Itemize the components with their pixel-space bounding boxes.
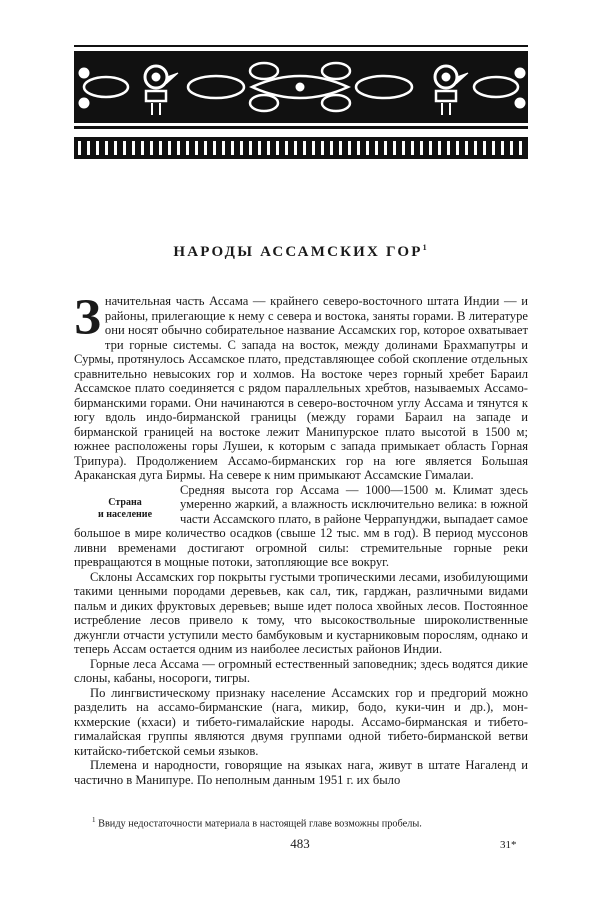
comb-tooth: [132, 141, 135, 155]
page-number: 483: [290, 836, 310, 851]
comb-tooth: [213, 141, 216, 155]
comb-tooth: [465, 141, 468, 155]
comb-tooth: [186, 141, 189, 155]
printer-signature: 31*: [500, 839, 517, 851]
comb-tooth: [285, 141, 288, 155]
comb-tooth: [348, 141, 351, 155]
comb-tooth: [339, 141, 342, 155]
comb-tooth: [510, 141, 513, 155]
comb-tooth: [114, 141, 117, 155]
ornamental-header-band: [74, 45, 528, 163]
footnote-marker: 1: [92, 816, 96, 824]
comb-tooth: [123, 141, 126, 155]
paragraph-2: Средняя высота гор Ассама — 1000—1500 м. Климат здесь умеренно жаркий, а влажность исключительно велика: в южной части Ассамского плато, в районе Черрапунджи, выпадает самое большое в мире количество осадков (свыше 12 тыс. мм в год). В период муссонов ливни временами достигают огромной силы: стремительные горные реки превращаются в мощные потоки, затопляющие все вокруг.: [74, 482, 528, 569]
comb-tooth: [474, 141, 477, 155]
sidenote-line-2: и население: [97, 508, 153, 520]
comb-tooth: [87, 141, 90, 155]
comb-tooth: [393, 141, 396, 155]
comb-tooth: [159, 141, 162, 155]
paragraph-3: Склоны Ассамских гор покрыты густыми тропическими лесами, изобилующими такими ценными породами деревьев, как сал, тик, гарджан, различными видами пальм и диких фруктовых деревьев; выше идет полоса хвойных лесов. Постоянное истребление лесов привело к тому, что высокоствольные широколиственные джунгли отчасти уступили место бамбуковым и кустарниковым порослям, однако и теперь Ассам остается одним из наиболее лесистых районов Индии.: [74, 569, 528, 656]
paragraph-5: По лингвистическому признаку население Ассамских гор и предгорий можно разделить на ассамо-бирманские (нага, микир, бодо, куки-чин и др.), мон-кхмерские (кхаси) и тибето-гималайские народы. Ассамо-бирманская и тибето-гималайская группы являются двумя группами одной тибето-бирманской ветви китайско-тибетской семьи языков.: [74, 685, 528, 758]
comb-tooth: [150, 141, 153, 155]
comb-tooth: [303, 141, 306, 155]
comb-tooth: [258, 141, 261, 155]
margin-sidenote: [74, 497, 176, 521]
chapter-title-text: НАРОДЫ АССАМСКИХ ГОР: [173, 244, 423, 260]
comb-tooth: [438, 141, 441, 155]
comb-tooth: [141, 141, 144, 155]
paragraph-1: начительная часть Ассама — крайнего северо-восточного штата Индии — и районы, прилегающие к нему с севера и востока, заняты горами. В литературе они носят обычно собирательное название Ассамских гор, которое охватывает три горные системы. С запада на восток, между долинами Брахмапутры и Сурмы, протянулось Ассамское плато, представляющее собой скопление отдельных сравнительно невысоких гор и холмов. На востоке через горный хребет Бараил Ассамское плато соединяется с рядом параллельных хребтов, называемых Ассамо-бирманскими горами. Они начинаются в северо-восточном углу Ассама и тянутся к югу вдоль индо-бирманской границы (между горами Бараил на западе и бирманской границей на востоке лежит Манипурское плато высотой в 1500 м; южнее расположены горы Лушеи, к которым с запада примыкает область Горная Трипура). Продолжением Ассамо-бирманских гор на юге является Большая Араканская дуга Бирмы. На севере к ним примыкают Ассамские Гималаи.: [74, 294, 528, 482]
comb-tooth: [492, 141, 495, 155]
sidenote-line-1: Страна: [108, 496, 142, 508]
comb-tooth: [195, 141, 198, 155]
comb-tooth: [483, 141, 486, 155]
title-footnote-marker: 1: [422, 243, 427, 252]
drop-cap: З: [74, 290, 101, 346]
comb-tooth: [501, 141, 504, 155]
paragraph-4: Горные леса Ассама — огромный естественный заповедник; здесь водятся дикие слоны, кабаны, носороги, тигры.: [74, 656, 528, 685]
comb-tooth: [447, 141, 450, 155]
comb-tooth: [249, 141, 252, 155]
comb-tooth: [231, 141, 234, 155]
comb-tooth: [168, 141, 171, 155]
comb-tooth: [96, 141, 99, 155]
comb-tooth: [429, 141, 432, 155]
footnote: [74, 814, 528, 830]
comb-tooth: [222, 141, 225, 155]
comb-tooth: [366, 141, 369, 155]
comb-tooth: [375, 141, 378, 155]
comb-tooth: [78, 141, 81, 155]
chapter-title: [0, 243, 600, 261]
comb-tooth: [267, 141, 270, 155]
footnote-text: Ввиду недостаточности материала в настоящей главе возможны пробелы.: [98, 818, 422, 830]
comb-tooth: [402, 141, 405, 155]
body-text: [74, 290, 528, 787]
comb-tooth: [312, 141, 315, 155]
comb-tooth: [204, 141, 207, 155]
comb-tooth: [177, 141, 180, 155]
comb-tooth: [519, 141, 522, 155]
comb-tooth: [276, 141, 279, 155]
comb-tooth: [294, 141, 297, 155]
comb-tooth: [357, 141, 360, 155]
comb-tooth: [105, 141, 108, 155]
comb-tooth: [330, 141, 333, 155]
comb-tooth: [321, 141, 324, 155]
comb-tooth: [384, 141, 387, 155]
comb-tooth: [420, 141, 423, 155]
paragraph-6: Племена и народности, говорящие на языках нага, живут в штате Нагаленд и частично в Манипуре. По неполным данным 1951 г. их было: [74, 758, 528, 787]
comb-tooth: [411, 141, 414, 155]
comb-tooth: [240, 141, 243, 155]
comb-tooth: [456, 141, 459, 155]
